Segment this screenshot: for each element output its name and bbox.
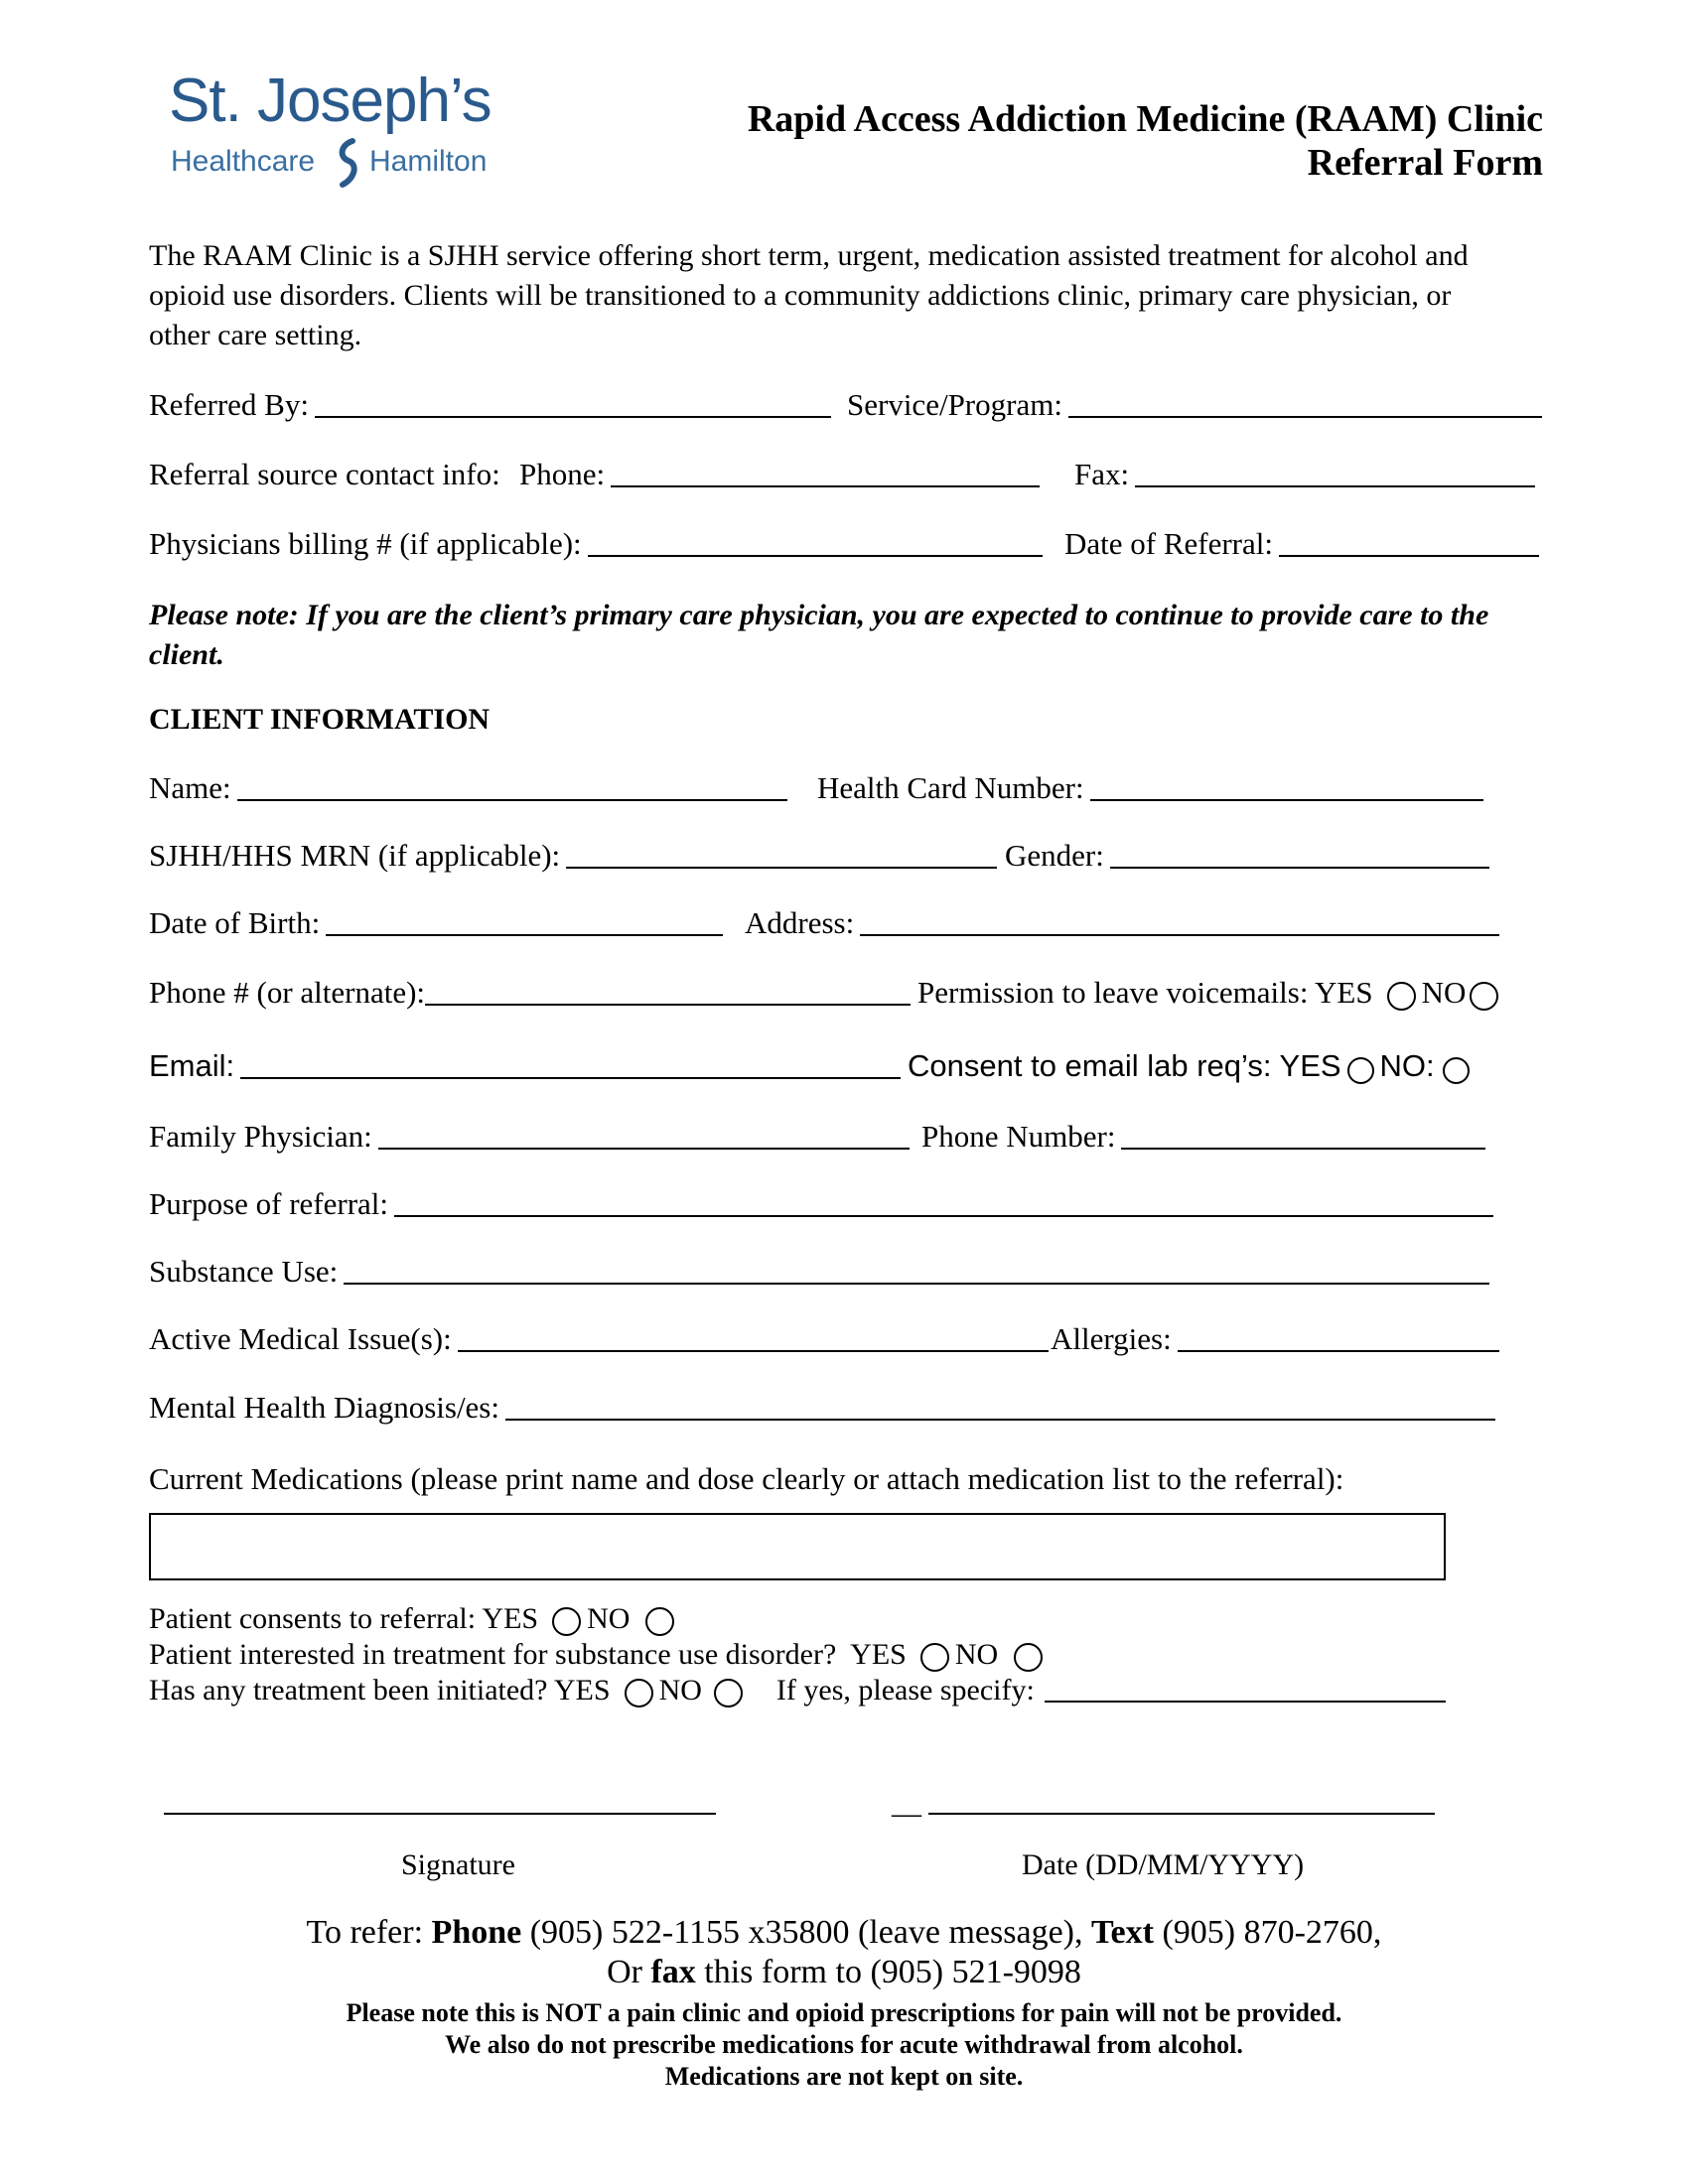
email-consent: [908, 1048, 1476, 1084]
to-refer-label: To refer:: [306, 1914, 424, 1951]
family-physician-label: Family Physician:: [149, 1119, 372, 1154]
address-label: Address:: [745, 905, 855, 940]
service-program-field[interactable]: [847, 387, 1542, 423]
name-line[interactable]: [237, 799, 787, 801]
phone-alt-label: Phone # (or alternate):: [149, 975, 426, 1010]
mental-health-field[interactable]: [149, 1390, 1495, 1426]
date-line[interactable]: [928, 1813, 1435, 1815]
form-title: [748, 97, 1543, 185]
logo-line2a: Healthcare: [171, 145, 316, 178]
referral-fax-line[interactable]: [1135, 485, 1535, 487]
logo-emblem-icon: [333, 137, 362, 189]
dob-line[interactable]: [326, 934, 723, 936]
phone-alt-line[interactable]: [425, 1004, 911, 1006]
email-label: Email:: [149, 1048, 235, 1083]
consent-interest-no-label: NO: [954, 1638, 999, 1671]
referral-phone-line[interactable]: [611, 485, 1040, 487]
pcp-note-line-1: Please note: If you are the client’s primary care physician, you are expected to continue to provide care to the: [149, 599, 1489, 631]
consent-referral-no-label: NO: [587, 1602, 631, 1635]
date-label: Date (DD/MM/YYYY): [1022, 1848, 1305, 1881]
consent-interest-yes-radio[interactable]: [920, 1643, 949, 1672]
date-of-referral-line[interactable]: [1279, 555, 1539, 557]
voicemail-no-label: NO: [1421, 975, 1467, 1010]
address-field[interactable]: [745, 905, 1499, 941]
billing-field[interactable]: [149, 526, 1043, 562]
voicemail-permission: [917, 975, 1504, 1011]
medical-issues-line[interactable]: [458, 1350, 1049, 1352]
contact-info-label: Referral source contact info:: [149, 457, 500, 491]
medications-label: Current Medications (please print name and dose clearly or attach medication list to the referral):: [149, 1461, 1344, 1496]
logo: [169, 66, 526, 195]
allergies-line[interactable]: [1178, 1350, 1499, 1352]
refer-text-number: (905) 870-2760,: [1162, 1914, 1382, 1951]
consent-referral-yes-radio[interactable]: [552, 1607, 581, 1636]
phone-alt-field[interactable]: [149, 975, 911, 1011]
consent-treatment-label: Has any treatment been initiated? YES: [149, 1674, 611, 1706]
or-label: Or: [607, 1954, 642, 1990]
health-card-line[interactable]: [1090, 799, 1483, 801]
refer-text-label: Text: [1090, 1914, 1154, 1951]
intro-line-1: The RAAM Clinic is a SJHH service offering short term, urgent, medication assisted treatment for alcohol and: [149, 239, 1469, 272]
purpose-line[interactable]: [394, 1215, 1493, 1217]
voicemail-yes-label: Permission to leave voicemails: YES: [917, 975, 1373, 1010]
pcp-note: [149, 596, 1488, 675]
email-consent-no-label: NO:: [1379, 1048, 1435, 1083]
service-program-line[interactable]: [1068, 416, 1542, 418]
substance-use-label: Substance Use:: [149, 1254, 339, 1289]
family-physician-field[interactable]: [149, 1119, 910, 1155]
physician-phone-label: Phone Number:: [921, 1119, 1116, 1154]
disclaimer: [0, 1997, 1688, 2093]
substance-use-line[interactable]: [344, 1283, 1489, 1285]
referred-by-field[interactable]: [149, 387, 831, 423]
dob-field[interactable]: [149, 905, 723, 941]
purpose-field[interactable]: [149, 1186, 1493, 1222]
gender-line[interactable]: [1110, 867, 1489, 869]
gender-field[interactable]: [1005, 838, 1489, 874]
mrn-line[interactable]: [566, 867, 997, 869]
logo-line1: St. Joseph’s: [169, 67, 492, 135]
voicemail-yes-radio[interactable]: [1387, 982, 1416, 1011]
consent-interest-no-radio[interactable]: [1014, 1643, 1043, 1672]
email-field[interactable]: [149, 1048, 901, 1084]
client-info-heading: CLIENT INFORMATION: [149, 703, 491, 736]
billing-label: Physicians billing # (if applicable):: [149, 526, 582, 561]
referral-phone-label: Phone:: [519, 457, 606, 491]
referral-fax-field[interactable]: [1074, 457, 1535, 492]
email-consent-yes-label: Consent to email lab req’s: YES: [908, 1048, 1341, 1083]
refer-fax-number: this form to (905) 521-9098: [704, 1954, 1081, 1990]
medical-issues-label: Active Medical Issue(s):: [149, 1321, 452, 1356]
address-line[interactable]: [860, 934, 1499, 936]
name-label: Name:: [149, 770, 231, 805]
logo-line2b: Hamilton: [369, 145, 488, 178]
consent-interest-label: Patient interested in treatment for substance use disorder? YES: [149, 1638, 907, 1671]
refer-phone-label: Phone: [431, 1914, 522, 1951]
referral-phone-field[interactable]: [519, 457, 1040, 492]
form-title-line2: Referral Form: [1307, 142, 1543, 184]
medications-box[interactable]: [149, 1513, 1446, 1580]
consent-referral-label: Patient consents to referral: YES: [149, 1602, 539, 1635]
allergies-label: Allergies:: [1051, 1321, 1172, 1356]
mental-health-line[interactable]: [505, 1419, 1495, 1421]
consent-treatment-no-radio[interactable]: [714, 1679, 743, 1707]
disclaimer-line-3: Medications are not kept on site.: [664, 2062, 1024, 2091]
consent-referral-no-radio[interactable]: [645, 1607, 674, 1636]
referred-by-label: Referred By:: [149, 387, 309, 422]
email-consent-no-radio[interactable]: [1443, 1057, 1470, 1084]
intro-paragraph: [149, 236, 1469, 355]
voicemail-no-radio[interactable]: [1470, 982, 1498, 1011]
specify-label: If yes, please specify:: [775, 1674, 1035, 1706]
consent-treatment-no-label: NO: [658, 1674, 702, 1706]
health-card-label: Health Card Number:: [817, 770, 1084, 805]
physician-phone-line[interactable]: [1121, 1148, 1485, 1150]
intro-line-3: other care setting.: [149, 319, 362, 351]
pcp-note-line-2: client.: [149, 638, 224, 671]
physician-phone-field[interactable]: [921, 1119, 1485, 1155]
referred-by-line[interactable]: [315, 416, 831, 418]
email-line[interactable]: [240, 1077, 901, 1079]
disclaimer-line-1: Please note this is NOT a pain clinic and opioid prescriptions for pain will not be provided.: [346, 1998, 1342, 2027]
consent-interest: [149, 1638, 1049, 1672]
refer-fax-label: fax: [650, 1954, 696, 1990]
medical-issues-field[interactable]: [149, 1321, 1049, 1357]
allergies-field[interactable]: [1051, 1321, 1499, 1357]
mrn-field[interactable]: [149, 838, 997, 874]
name-field[interactable]: [149, 770, 787, 806]
date-of-referral-field[interactable]: [1064, 526, 1539, 562]
form-title-line1: Rapid Access Addiction Medicine (RAAM) Clinic: [747, 98, 1543, 140]
mrn-label: SJHH/HHS MRN (if applicable):: [149, 838, 561, 873]
substance-use-field[interactable]: [149, 1254, 1489, 1290]
referral-fax-label: Fax:: [1074, 457, 1130, 491]
date-of-referral-label: Date of Referral:: [1064, 526, 1273, 561]
service-program-label: Service/Program:: [847, 387, 1062, 422]
purpose-label: Purpose of referral:: [149, 1186, 389, 1221]
consent-treatment-yes-radio[interactable]: [625, 1679, 653, 1707]
mental-health-label: Mental Health Diagnosis/es:: [149, 1390, 499, 1425]
signature-line[interactable]: [164, 1813, 716, 1815]
date-dash: __: [892, 1787, 921, 1820]
health-card-field[interactable]: [817, 770, 1483, 806]
signature-label: Signature: [401, 1848, 515, 1881]
consent-treatment: [149, 1674, 1446, 1707]
email-consent-yes-radio[interactable]: [1347, 1057, 1374, 1084]
gender-label: Gender:: [1005, 838, 1104, 873]
refer-line-1: [0, 1914, 1688, 1952]
dob-label: Date of Birth:: [149, 905, 321, 940]
family-physician-line[interactable]: [378, 1148, 910, 1150]
disclaimer-line-2: We also do not prescribe medications for acute withdrawal from alcohol.: [445, 2030, 1243, 2059]
refer-phone-number: (905) 522-1155 x35800 (leave message),: [529, 1914, 1083, 1951]
intro-line-2: opioid use disorders. Clients will be transitioned to a community addictions clinic, primary care physician, or: [149, 279, 1452, 312]
specify-line[interactable]: [1045, 1701, 1446, 1703]
billing-line[interactable]: [588, 555, 1043, 557]
refer-line-2: [0, 1954, 1688, 1991]
consent-referral: [149, 1602, 680, 1636]
